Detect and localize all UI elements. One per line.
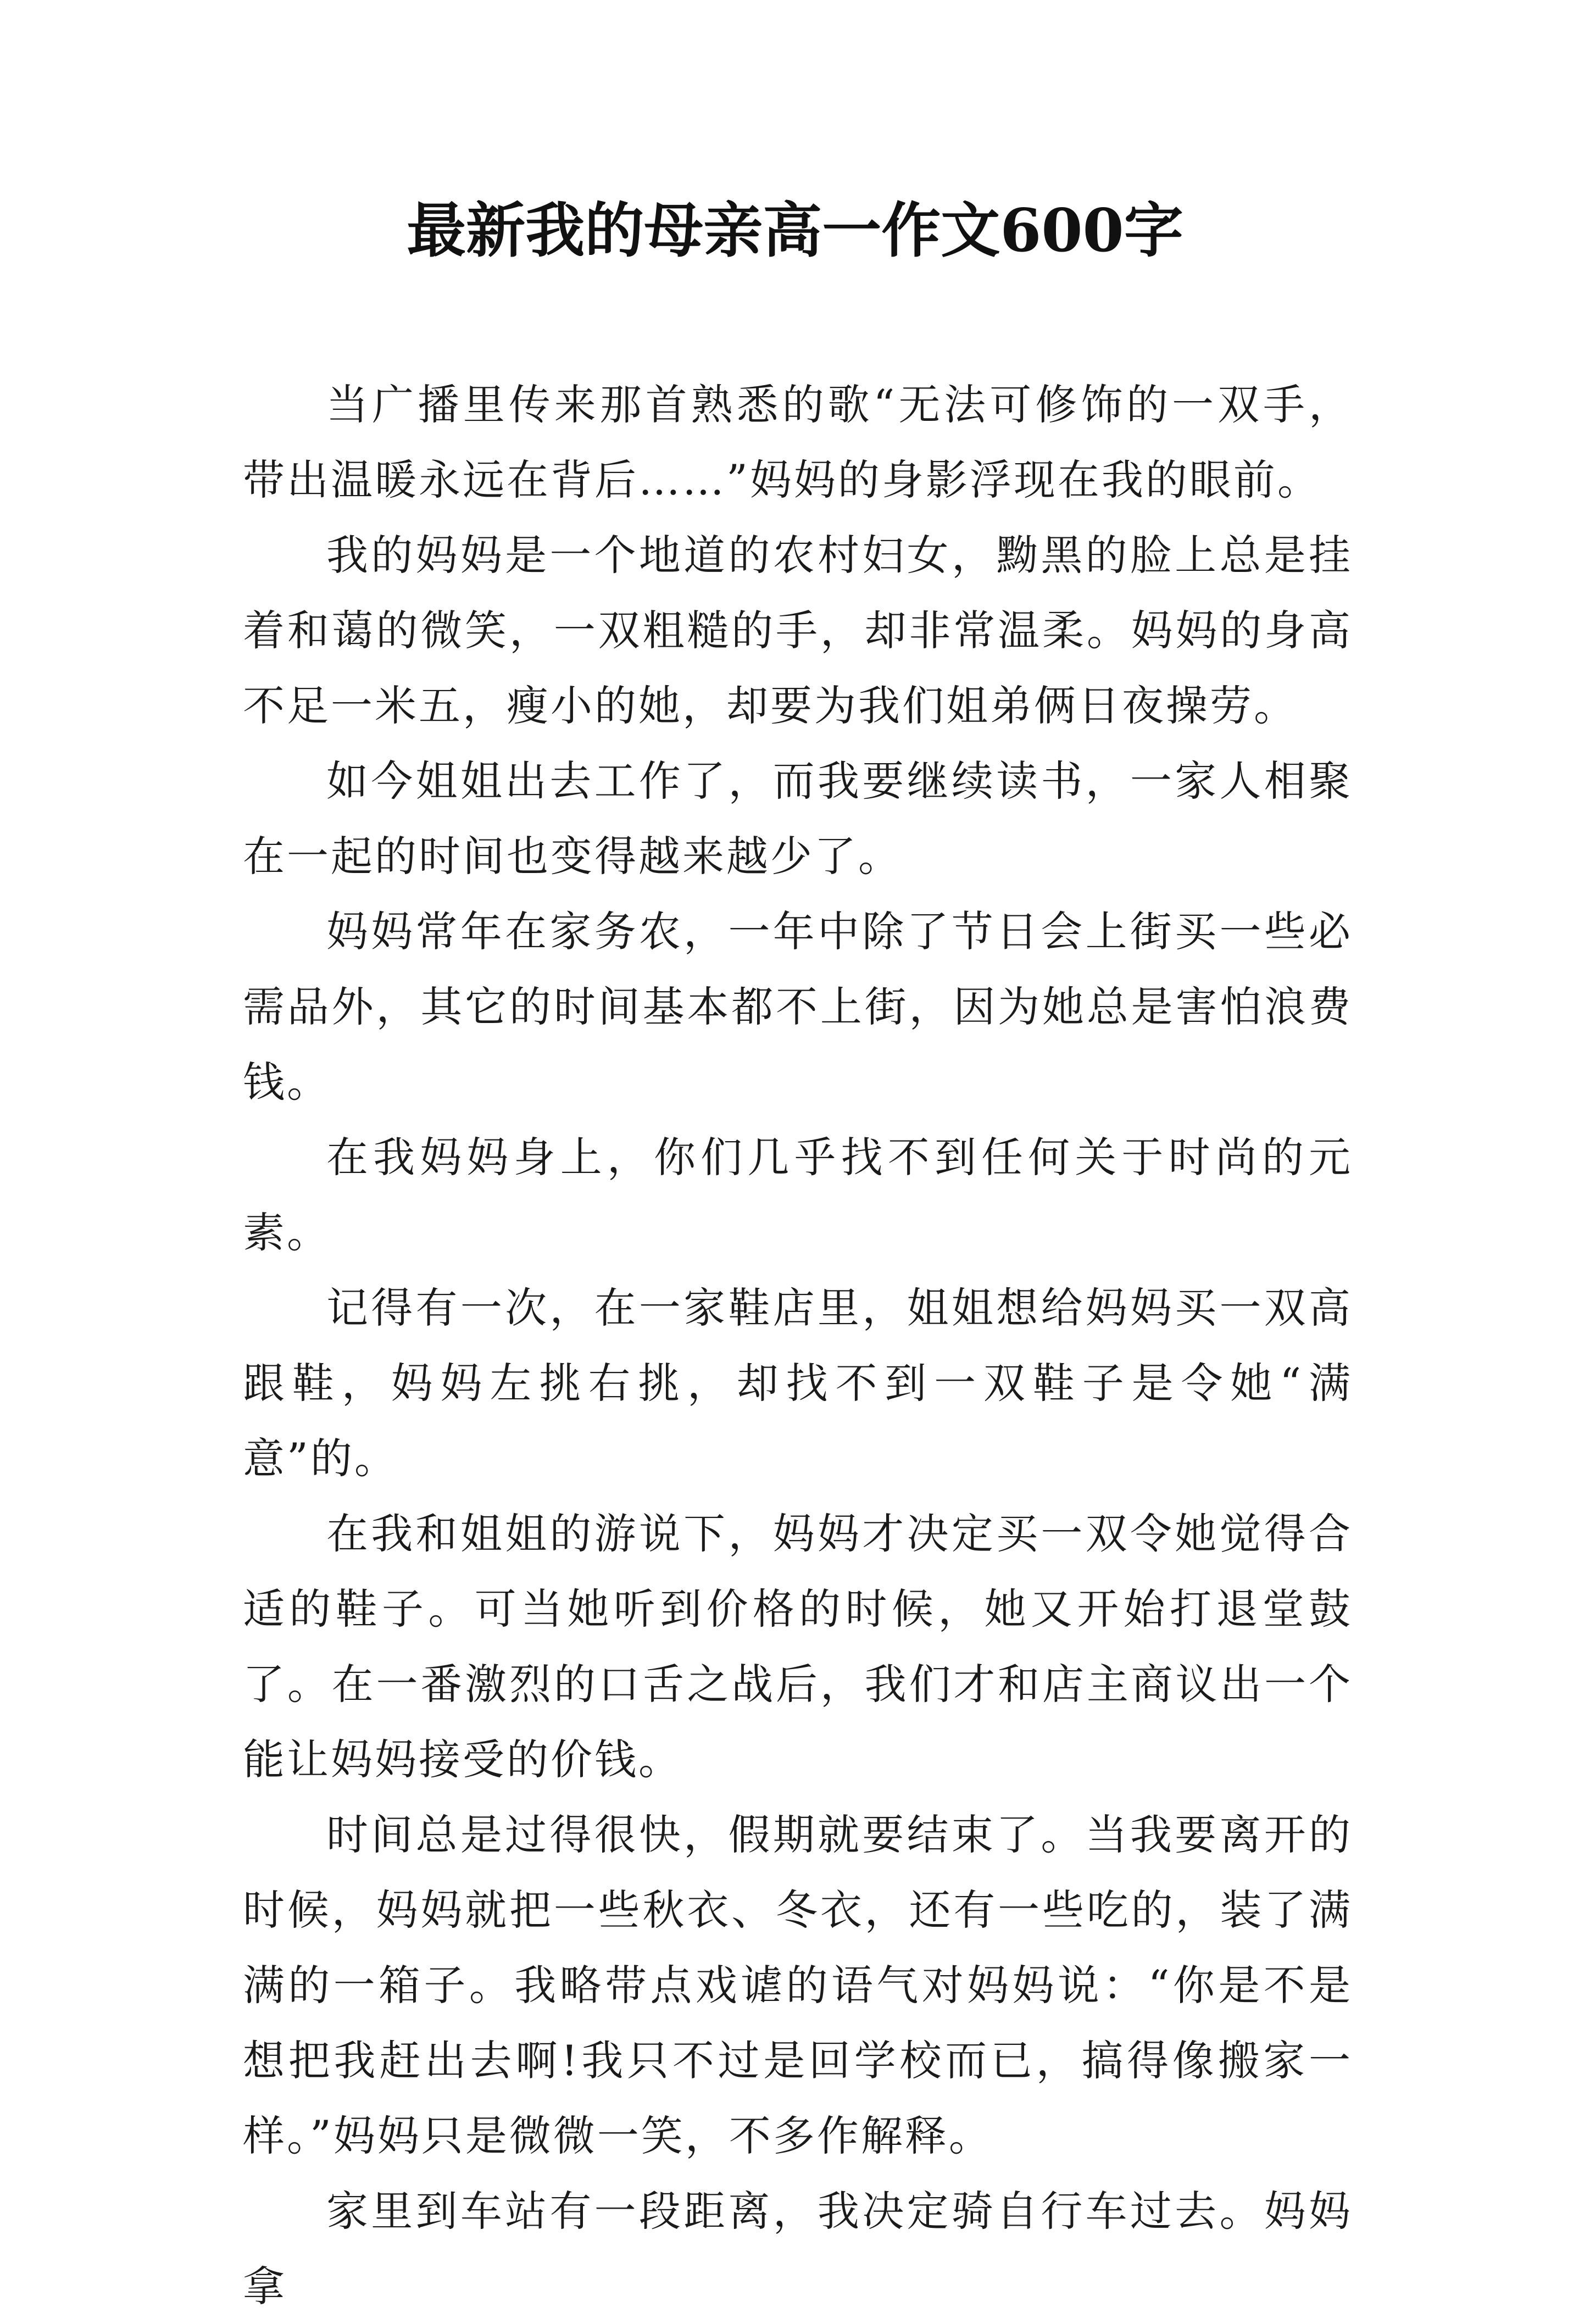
- document-title: 最新我的母亲高一作文600字: [407, 196, 1183, 265]
- paragraph: 时间总是过得很快，假期就要结束了。当我要离开的时候，妈妈就把一些秋衣、冬衣，还有一些吃的，装了满满的一箱子。我略带点戏谑的语气对妈妈说：“你是不是想把我赶出去啊!我只不过是回学校而已，搞得像搬家一样。”妈妈只是微微一笑，不多作解释。: [243, 1810, 1353, 2160]
- paragraph: 家里到车站有一段距离，我决定骑自行车过去。妈妈拿: [243, 2187, 1353, 2311]
- paragraph: 如今姐姐出去工作了，而我要继续读书，一家人相聚在一起的时间也变得越来越少了。: [243, 757, 1353, 881]
- paragraph: 在我和姐姐的游说下，妈妈才决定买一双令她觉得合适的鞋子。可当她听到价格的时候，她又开始打退堂鼓了。在一番激烈的口舌之战后，我们才和店主商议出一个能让妈妈接受的价钱。: [243, 1509, 1353, 1784]
- paragraph: 在我妈妈身上，你们几乎找不到任何关于时尚的元素。: [243, 1133, 1353, 1257]
- document-body: [243, 367, 1353, 2324]
- paragraph: 我的妈妈是一个地道的农村妇女，黝黑的脸上总是挂着和蔼的微笑，一双粗糙的手，却非常温柔。妈妈的身高不足一米五，瘦小的她，却要为我们姐弟俩日夜操劳。: [243, 531, 1353, 730]
- paragraph: 当广播里传来那首熟悉的歌“无法可修饰的一双手，带出温暖永远在背后……”妈妈的身影浮现在我的眼前。: [243, 380, 1353, 504]
- paragraph: 记得有一次，在一家鞋店里，姐姐想给妈妈买一双高跟鞋，妈妈左挑右挑，却找不到一双鞋子是令她“满意”的。: [243, 1283, 1353, 1483]
- paragraph: 妈妈常年在家务农，一年中除了节日会上街买一些必需品外，其它的时间基本都不上街，因为她总是害怕浪费钱。: [243, 907, 1353, 1107]
